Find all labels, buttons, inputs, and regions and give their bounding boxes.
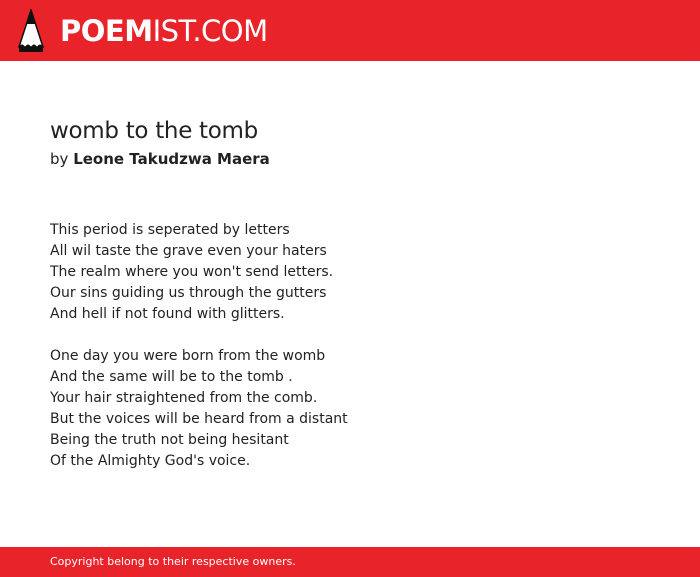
poem-line: All wil taste the grave even your haters	[50, 243, 327, 259]
poem-container	[50, 114, 650, 493]
poem-line: Being the truth not being hesitant	[50, 432, 289, 448]
poem-line: And the same will be to the tomb .	[50, 369, 293, 385]
poem-line: This period is seperated by letters	[50, 222, 290, 238]
poem-title: womb to the tomb	[50, 118, 258, 144]
poem-line: And hell if not found with glitters.	[50, 306, 285, 322]
byline	[50, 148, 650, 170]
logo-wordmark	[60, 9, 268, 53]
poem-line: One day you were born from the womb	[50, 348, 326, 364]
site-header	[0, 0, 700, 61]
poem-body	[50, 220, 650, 472]
site-footer	[0, 547, 700, 577]
stanza	[50, 220, 650, 325]
author-link[interactable]: Leone Takudzwa Maera	[73, 150, 270, 168]
logo-text-light: IST.COM	[152, 14, 268, 48]
poem-line: But the voices will be heard from a distant	[50, 411, 348, 427]
poem-line: Your hair straightened from the comb.	[50, 390, 318, 406]
by-label: by	[50, 150, 69, 168]
pencil-tip-icon	[18, 9, 44, 53]
poem-line: The realm where you won't send letters.	[50, 264, 334, 280]
site-logo[interactable]	[18, 9, 268, 53]
poem-line: Our sins guiding us through the gutters	[50, 285, 327, 301]
logo-text-bold: POEM	[60, 14, 153, 48]
poem-line: Of the Almighty God's voice.	[50, 453, 251, 469]
copyright-notice: Copyright belong to their respective owners.	[50, 555, 296, 568]
stanza	[50, 346, 650, 472]
